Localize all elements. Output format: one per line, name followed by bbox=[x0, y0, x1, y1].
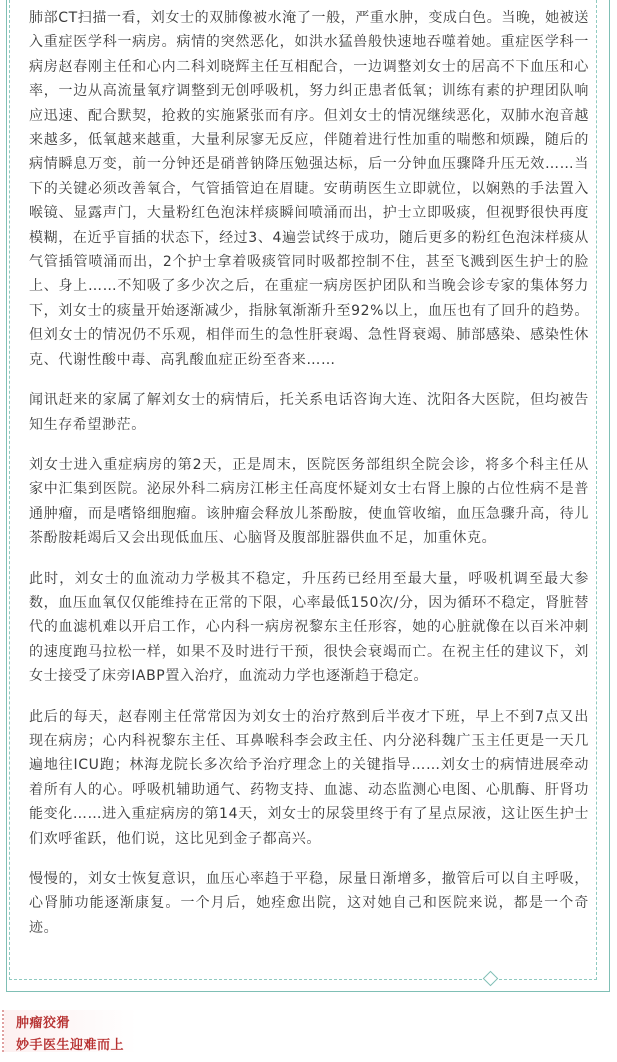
section-tag-subtitle: 妙手医生迎难而上 bbox=[16, 1038, 125, 1053]
paragraph-4: 此时，刘女士的血流动力学极其不稳定，升压药已经用至最大量，呼吸机调至最大参数，血压血氧仅仅能维持在正常的下限，心率最低150次/分，因为循环不稳定，肾脏替代的血滤机难以开启工作，心内科一病房祝黎东主任形容，她的心脏就像在以百米冲刺的速度跑马拉松一样，如果不及时进行干预，很快会衰竭而亡。在祝主任的建议下，刘女士接受了床旁IABP置入治疗，血流动力学也逐渐趋于稳定。 bbox=[29, 570, 589, 685]
paragraph-5: 此后的每天，赵春刚主任常常因为刘女士的治疗熬到后半夜才下班，早上不到7点又出现在病房；心内科祝黎东主任、耳鼻喉科李会政主任、内分泌科魏广玉主任更是一天几遍地往ICU跑；林海龙院长多次给予治疗理念上的关键指导……刘女士的病情进展牵动着所有人的心。呼吸机辅助通气、药物支持、血滤、动态监测心电图、心肌酶、肝肾功能变化……进入重症病房的第14天，刘女士的尿袋里终于有了星点尿液，这让医生护士们欢呼雀跃，他们说，这比见到金子都高兴。 bbox=[29, 708, 589, 847]
article-body bbox=[29, 6, 589, 956]
paragraph-2: 闻讯赶来的家属了解刘女士的病情后，托关系电话咨询大连、沈阳各大医院，但均被告知生存希望渺茫。 bbox=[29, 392, 589, 433]
paragraph-6: 慢慢的，刘女士恢复意识，血压心率趋于平稳，尿量日渐增多，撤管后可以自主呼吸，心肾肺功能逐渐康复。一个月后，她痊愈出院，这对她自己和医院来说，都是一个奇迹。 bbox=[29, 871, 589, 936]
paragraph-3: 刘女士进入重症病房的第2天，正是周末，医院医务部组织全院会诊，将多个科主任从家中汇集到医院。泌尿外科二病房江彬主任高度怀疑刘女士右肾上腺的占位性病不是普通肿瘤，而是嗜铬细胞瘤。该肿瘤会释放儿茶酚胺，使血管收缩，血压急骤升高，待儿茶酚胺耗竭后又会出现低血压、心脑肾及腹部脏器供血不足，加重休克。 bbox=[29, 456, 589, 547]
section-tag-title: 肿瘤狡猾 bbox=[16, 1016, 71, 1031]
paragraph-1: 肺部CT扫描一看，刘女士的双肺像被水淹了一般，严重水肿，变成白色。当晚，她被送入重症医学科一病房。病情的突然恶化，如洪水猛兽般快速地吞噬着她。重症医学科一病房赵春刚主任和心内二科刘晓辉主任互相配合，一边调整刘女士的居高不下血压和心率，一边从高流量氧疗调整到无创呼吸机，努力纠正患者低氧；训练有素的护理团队响应迅速、配合默契，抢救的实施紧张而有序。但刘女士的情况继续恶化，双肺水泡音越来越多，低氧越来越重，大量利尿寥无反应，伴随着进行性加重的喘憋和烦躁，随后的病情瞬息万变，前一分钟还是硝普钠降压勉强达标，后一分钟血压骤降升压无效……当下的关键必须改善氧合，气管插管迫在眉睫。安萌萌医生立即就位，以娴熟的手法置入喉镜、显露声门，大量粉红色泡沫样痰瞬间喷涌而出，护士立即吸痰，但视野很快再度模糊，在近乎盲插的状态下，经过3、4遍尝试终于成功，随后更多的粉红色泡沫样痰从气管插管喷涌而出，2个护士拿着吸痰管同时吸都控制不住，甚至飞溅到医生护士的脸上、身上……不知吸了多少次之后，在重症一病房医护团队和当晚会诊专家的集体努力下，刘女士的痰量开始逐渐减少，指脉氧渐渐升至92%以上，血压也有了回升的趋势。但刘女士的情况仍不乐观，相伴而生的急性肝衰竭、急性肾衰竭、肺部感染、感染性休克、代谢性酸中毒、高乳酸血症正纷至沓来…… bbox=[29, 10, 589, 368]
